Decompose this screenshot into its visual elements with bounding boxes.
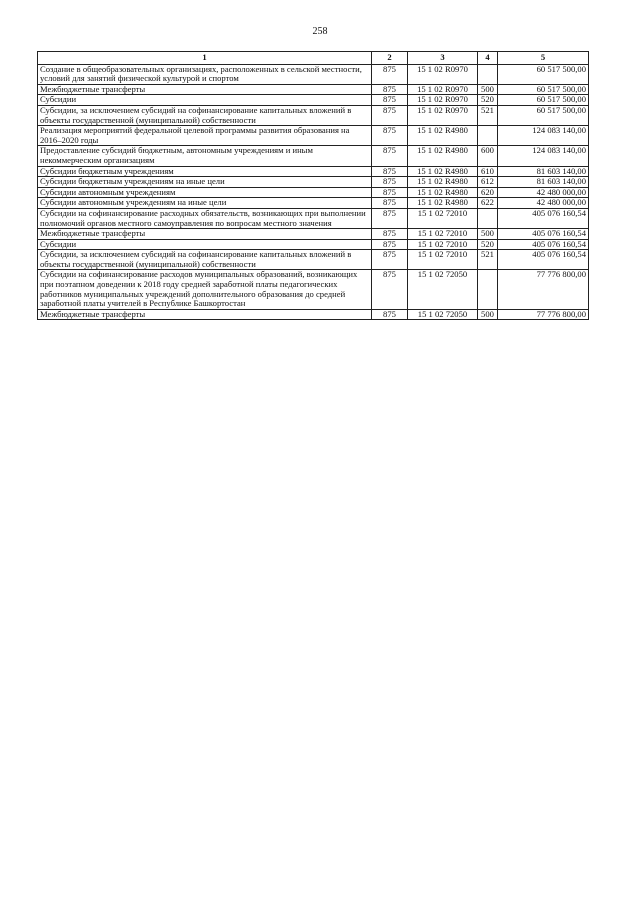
row-csr: 15 1 02 R4980 — [408, 177, 478, 188]
row-vr: 622 — [478, 198, 498, 209]
row-name: Предоставление субсидий бюджетным, автономным учреждениям и иным некоммерческим организациям — [38, 146, 372, 166]
header-col-2: 2 — [372, 52, 408, 65]
row-csr: 15 1 02 R4980 — [408, 166, 478, 177]
row-ved: 875 — [372, 208, 408, 228]
row-ved: 875 — [372, 105, 408, 125]
row-vr — [478, 64, 498, 84]
row-csr: 15 1 02 72050 — [408, 309, 478, 320]
table-row — [38, 126, 589, 146]
row-sum: 405 076 160,54 — [498, 208, 589, 228]
row-sum: 77 776 800,00 — [498, 309, 589, 320]
table-row — [38, 229, 589, 240]
table-row — [38, 239, 589, 250]
row-ved: 875 — [372, 166, 408, 177]
row-name: Субсидии автономным учреждениям — [38, 187, 372, 198]
row-vr: 610 — [478, 166, 498, 177]
row-sum: 124 083 140,00 — [498, 146, 589, 166]
row-name: Субсидии бюджетным учреждениям — [38, 166, 372, 177]
row-csr: 15 1 02 72010 — [408, 229, 478, 240]
row-name: Межбюджетные трансферты — [38, 84, 372, 95]
row-name: Субсидии — [38, 239, 372, 250]
row-csr: 15 1 02 72010 — [408, 239, 478, 250]
row-name: Субсидии бюджетным учреждениям на иные цели — [38, 177, 372, 188]
row-name: Создание в общеобразовательных организациях, расположенных в сельской местности, условий для занятий физической культурой и спортом — [38, 64, 372, 84]
row-name: Субсидии, за исключением субсидий на софинансирование капитальных вложений в объекты государственной (муниципальной) собственности — [38, 250, 372, 270]
table-row — [38, 105, 589, 125]
row-sum: 81 603 140,00 — [498, 166, 589, 177]
row-ved: 875 — [372, 239, 408, 250]
row-sum: 60 517 500,00 — [498, 64, 589, 84]
header-row — [38, 52, 589, 65]
row-sum: 405 076 160,54 — [498, 250, 589, 270]
row-name: Субсидии на софинансирование расходов муниципальных образований, возникающих при поэтапном доведении к 2018 году средней заработной платы педагогических работников муниципальных учреждений дополнительного образования до средней заработной платы учителей в Республике Башкортостан — [38, 270, 372, 309]
row-sum: 42 480 000,00 — [498, 187, 589, 198]
row-sum: 77 776 800,00 — [498, 270, 589, 309]
row-csr: 15 1 02 R4980 — [408, 198, 478, 209]
table-row — [38, 146, 589, 166]
table-row — [38, 166, 589, 177]
table-row — [38, 309, 589, 320]
row-vr: 520 — [478, 95, 498, 106]
row-vr: 521 — [478, 250, 498, 270]
row-sum: 60 517 500,00 — [498, 84, 589, 95]
row-csr: 15 1 02 72050 — [408, 270, 478, 309]
row-vr: 521 — [478, 105, 498, 125]
table-body — [38, 64, 589, 320]
row-ved: 875 — [372, 126, 408, 146]
row-csr: 15 1 02 72010 — [408, 208, 478, 228]
table-row — [38, 64, 589, 84]
row-csr: 15 1 02 R4980 — [408, 187, 478, 198]
row-name: Субсидии автономным учреждениям на иные цели — [38, 198, 372, 209]
header-col-4: 4 — [478, 52, 498, 65]
row-vr: 520 — [478, 239, 498, 250]
row-ved: 875 — [372, 229, 408, 240]
table-row — [38, 270, 589, 309]
row-name: Межбюджетные трансферты — [38, 309, 372, 320]
row-name: Субсидии — [38, 95, 372, 106]
row-sum: 60 517 500,00 — [498, 105, 589, 125]
row-ved: 875 — [372, 64, 408, 84]
row-name: Субсидии на софинансирование расходных обязательств, возникающих при выполнении полномочий органов местного самоуправления по вопросам местного значения — [38, 208, 372, 228]
row-csr: 15 1 02 R0970 — [408, 95, 478, 106]
row-csr: 15 1 02 72010 — [408, 250, 478, 270]
row-ved: 875 — [372, 250, 408, 270]
row-vr: 600 — [478, 146, 498, 166]
row-sum: 405 076 160,54 — [498, 229, 589, 240]
row-vr — [478, 270, 498, 309]
table-header — [38, 52, 589, 65]
row-ved: 875 — [372, 198, 408, 209]
table-row — [38, 187, 589, 198]
row-vr: 500 — [478, 309, 498, 320]
row-ved: 875 — [372, 177, 408, 188]
row-ved: 875 — [372, 309, 408, 320]
row-sum: 124 083 140,00 — [498, 126, 589, 146]
row-csr: 15 1 02 R0970 — [408, 84, 478, 95]
row-csr: 15 1 02 R0970 — [408, 64, 478, 84]
header-col-5: 5 — [498, 52, 589, 65]
row-csr: 15 1 02 R4980 — [408, 126, 478, 146]
row-ved: 875 — [372, 270, 408, 309]
row-name: Межбюджетные трансферты — [38, 229, 372, 240]
header-col-1: 1 — [38, 52, 372, 65]
table-row — [38, 95, 589, 106]
row-vr — [478, 208, 498, 228]
row-ved: 875 — [372, 146, 408, 166]
row-ved: 875 — [372, 187, 408, 198]
budget-table — [37, 51, 589, 320]
header-col-3: 3 — [408, 52, 478, 65]
row-name: Субсидии, за исключением субсидий на софинансирование капитальных вложений в объекты государственной (муниципальной) собственности — [38, 105, 372, 125]
row-name: Реализация мероприятий федеральной целевой программы развития образования на 2016–2020 годы — [38, 126, 372, 146]
row-vr — [478, 126, 498, 146]
table-row — [38, 84, 589, 95]
row-vr: 500 — [478, 84, 498, 95]
table-row — [38, 250, 589, 270]
row-vr: 500 — [478, 229, 498, 240]
table-row — [38, 177, 589, 188]
table-row — [38, 208, 589, 228]
table-row — [38, 198, 589, 209]
row-sum: 81 603 140,00 — [498, 177, 589, 188]
row-csr: 15 1 02 R4980 — [408, 146, 478, 166]
row-sum: 60 517 500,00 — [498, 95, 589, 106]
row-sum: 405 076 160,54 — [498, 239, 589, 250]
row-csr: 15 1 02 R0970 — [408, 105, 478, 125]
page-number: 258 — [312, 26, 328, 37]
row-vr: 620 — [478, 187, 498, 198]
row-sum: 42 480 000,00 — [498, 198, 589, 209]
row-ved: 875 — [372, 84, 408, 95]
row-vr: 612 — [478, 177, 498, 188]
row-ved: 875 — [372, 95, 408, 106]
